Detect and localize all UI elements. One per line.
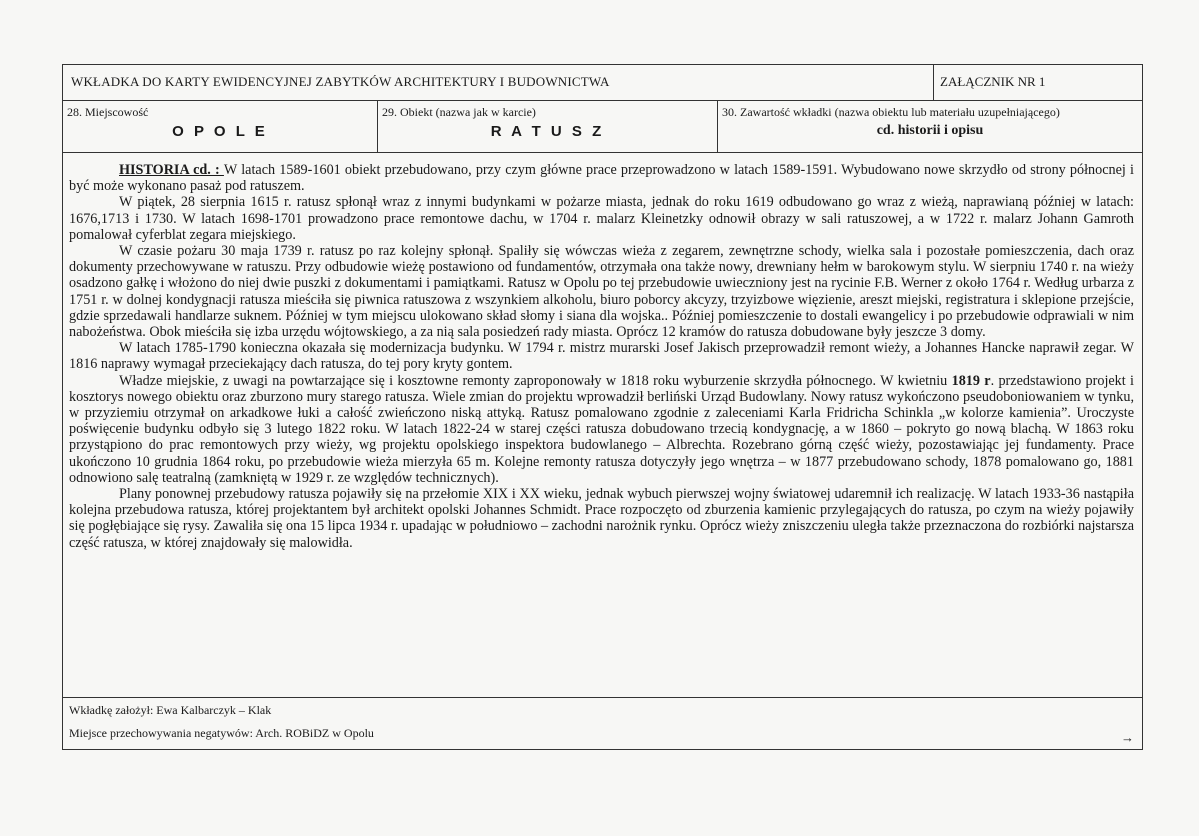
paragraph-3: W czasie pożaru 30 maja 1739 r. ratusz po raz kolejny spłonął. Spaliły się wówczas wieża z zegarem, zewnętrzne schody, wielka sala i pozostałe pomieszczenia, dach oraz dokumenty przechowywane w ratuszu. Przy odbudowie wieżę postawiono od fundamentów, otrzymała ona także nowy, drewniany hełm w barokowym stylu. W sierpniu 1740 r. na wieży osadzono gałkę i włożono do niej dwie puszki z dokumentami i pamiątkami. Ratusz w Opolu po tej przebudowie uwieczniony jest na rycinie F.B. Werner z około 1764 r. Według urbarza z 1751 r. w dolnej kondygnacji ratusza mieściła się piwnica ratuszowa z wszynkiem alkoholu, biuro poborcy akcyzy, trzyizbowe więzienie, areszt miejski, registratura i sklepione przejście, gdzie sprzedawali handlarze suknem. Później w tym miejscu ulokowano skład słomy i siana dla wojska.. Później pomieszczenie to dostali ewangelicy i po przebudowie odprawiali w nim nabożeństwa. Obok mieściła się izba urzędu wójtowskiego, a za nią sala posiedzeń rady miasta. Oprócz 12 kramów do ratusza dobudowane były jeszcze 3 domy. (69, 243, 1134, 341)
history-text (69, 162, 1134, 551)
content-label: 30. Zawartość wkładki (nazwa obiektu lub materiału uzupełniającego) (722, 105, 1060, 119)
paragraph-6: Plany ponownej przebudowy ratusza pojawiły się na przełomie XIX i XX wieku, jednak wybuch pierwszej wojny światowej udaremnił ich realizację. W latach 1933-36 nastąpiła kolejna przebudowa ratusza, której projektantem był architekt opolski Johannes Schmidt. Prace rozpoczęto od zburzenia kamienic przylegających do ratusza, po czym na wieży pojawiły się pogłębiające się rysy. Zawaliła się ona 15 lipca 1934 r. upadając w południowo – zachodni narożnik rynku. Oprócz wieży zniszczeniu uległa także przeznaczona do rozbiórki najstarsza część ratusza, w której znajdowały się malowidła. (69, 486, 1134, 551)
locality-value: O P O L E (172, 123, 268, 140)
annex-number: ZAŁĄCZNIK NR 1 (940, 74, 1046, 89)
paragraph-5 (69, 373, 1134, 486)
form-frame (62, 64, 1143, 750)
paragraph-5-c: . przedstawiono projekt i kosztorys nowego obiektu oraz zburzono mury starego ratusza. Wiele zmian do projektu wprowadził berliński Urząd Budowlany. Nowy ratusz wykończono pseudoboniowaniem w tynku, w przyziemiu otrzymał on arkadkowe łuki a całość zwieńczono niską attyką. Ratusz pomalowano zgodnie z zaleceniami Karla Fridricha Schinkla „w kolorze kamienia”. Uroczyste poświęcenie budynku odbyło się 3 lutego 1822 roku. W latach 1822-24 w starej części ratusza dobudowano trzecią kondygnację, a w 1860 – pokryto go nową blachą. W 1863 roku przystąpiono do prac remontowych przy wieży, wg projektu opolskiego inspektora budowlanego – Albrechta. Rozebrano górną część wieży, pozostawiając jej fundamenty. Prace ukończono 10 grudnia 1864 roku, po przebudowie wieża mierzyła 65 m. Kolejne remonty ratusza dotyczyły jego wnętrza – w 1877 przebudowano schody, 1878 pomalowano go, 1881 odnowiono salę teatralną (zamkniętą w 1929 r. ze względów technicznych). (69, 372, 1134, 486)
paragraph-2: W piątek, 28 sierpnia 1615 r. ratusz spłonął wraz z innymi budynkami w pożarze miasta, jednak do roku 1619 odbudowano go wraz z wieżą, naprawianą później w latach: 1676,1713 i 1730. W latach 1698-1701 prowadzono prace remontowe dachu, w 1704 r. malarz Kleinetzky odnowił obrazy w sali ratuszowej, a w 1722 r. malarz Johann Gamroth pomalował cyferblat zegara miejskiego. (69, 194, 1134, 243)
author-line: Wkładkę założył: Ewa Kalbarczyk – Klak (69, 703, 272, 717)
locality-cell (63, 101, 377, 152)
footer (63, 698, 1142, 749)
locality-label: 28. Miejscowość (67, 105, 149, 119)
storage-line: Miejsce przechowywania negatywów: Arch. ROBiDZ w Opolu (69, 726, 374, 740)
history-body (63, 153, 1142, 698)
paragraph-1 (69, 162, 1134, 194)
history-heading: HISTORIA cd. : (119, 162, 224, 178)
paragraph-5-a: Władze miejskie, z uwagi na powtarzające się i kosztowne remonty zaproponowały w 1818 roku wyburzenie skrzydła północnego. W kwietniu (119, 372, 952, 389)
paragraph-1-text: W latach 1589-1601 obiekt przebudowano, przy czym główne prace przeprowadzono w latach 1589-1591. Wybudowano nowe skrzydło od strony północnej i być może wykonano pasaż pod ratuszem. (69, 162, 1134, 195)
header-row (63, 65, 1142, 101)
continue-arrow-icon: → (1121, 730, 1134, 745)
fields-row (63, 101, 1142, 153)
object-cell (377, 101, 717, 152)
header-title-cell (63, 65, 933, 100)
object-label: 29. Obiekt (nazwa jak w karcie) (382, 105, 536, 119)
content-cell (717, 101, 1142, 152)
object-value: R A T U S Z (490, 123, 605, 140)
content-value: cd. historii i opisu (876, 123, 984, 138)
paragraph-5-year: 1819 r (951, 372, 991, 389)
paragraph-4: W latach 1785-1790 konieczna okazała się modernizacja budynku. W 1794 r. mistrz murarski Josef Jakisch przeprowadził remont wieży, a Johannes Hancke naprawił zegar. W 1816 naprawy wymagał przeciekający dach ratusza, do tej pory kryty gontem. (69, 340, 1134, 373)
annex-cell (933, 65, 1142, 100)
form-title: WKŁADKA DO KARTY EWIDENCYJNEJ ZABYTKÓW ARCHITEKTURY I BUDOWNICTWA (71, 74, 610, 89)
